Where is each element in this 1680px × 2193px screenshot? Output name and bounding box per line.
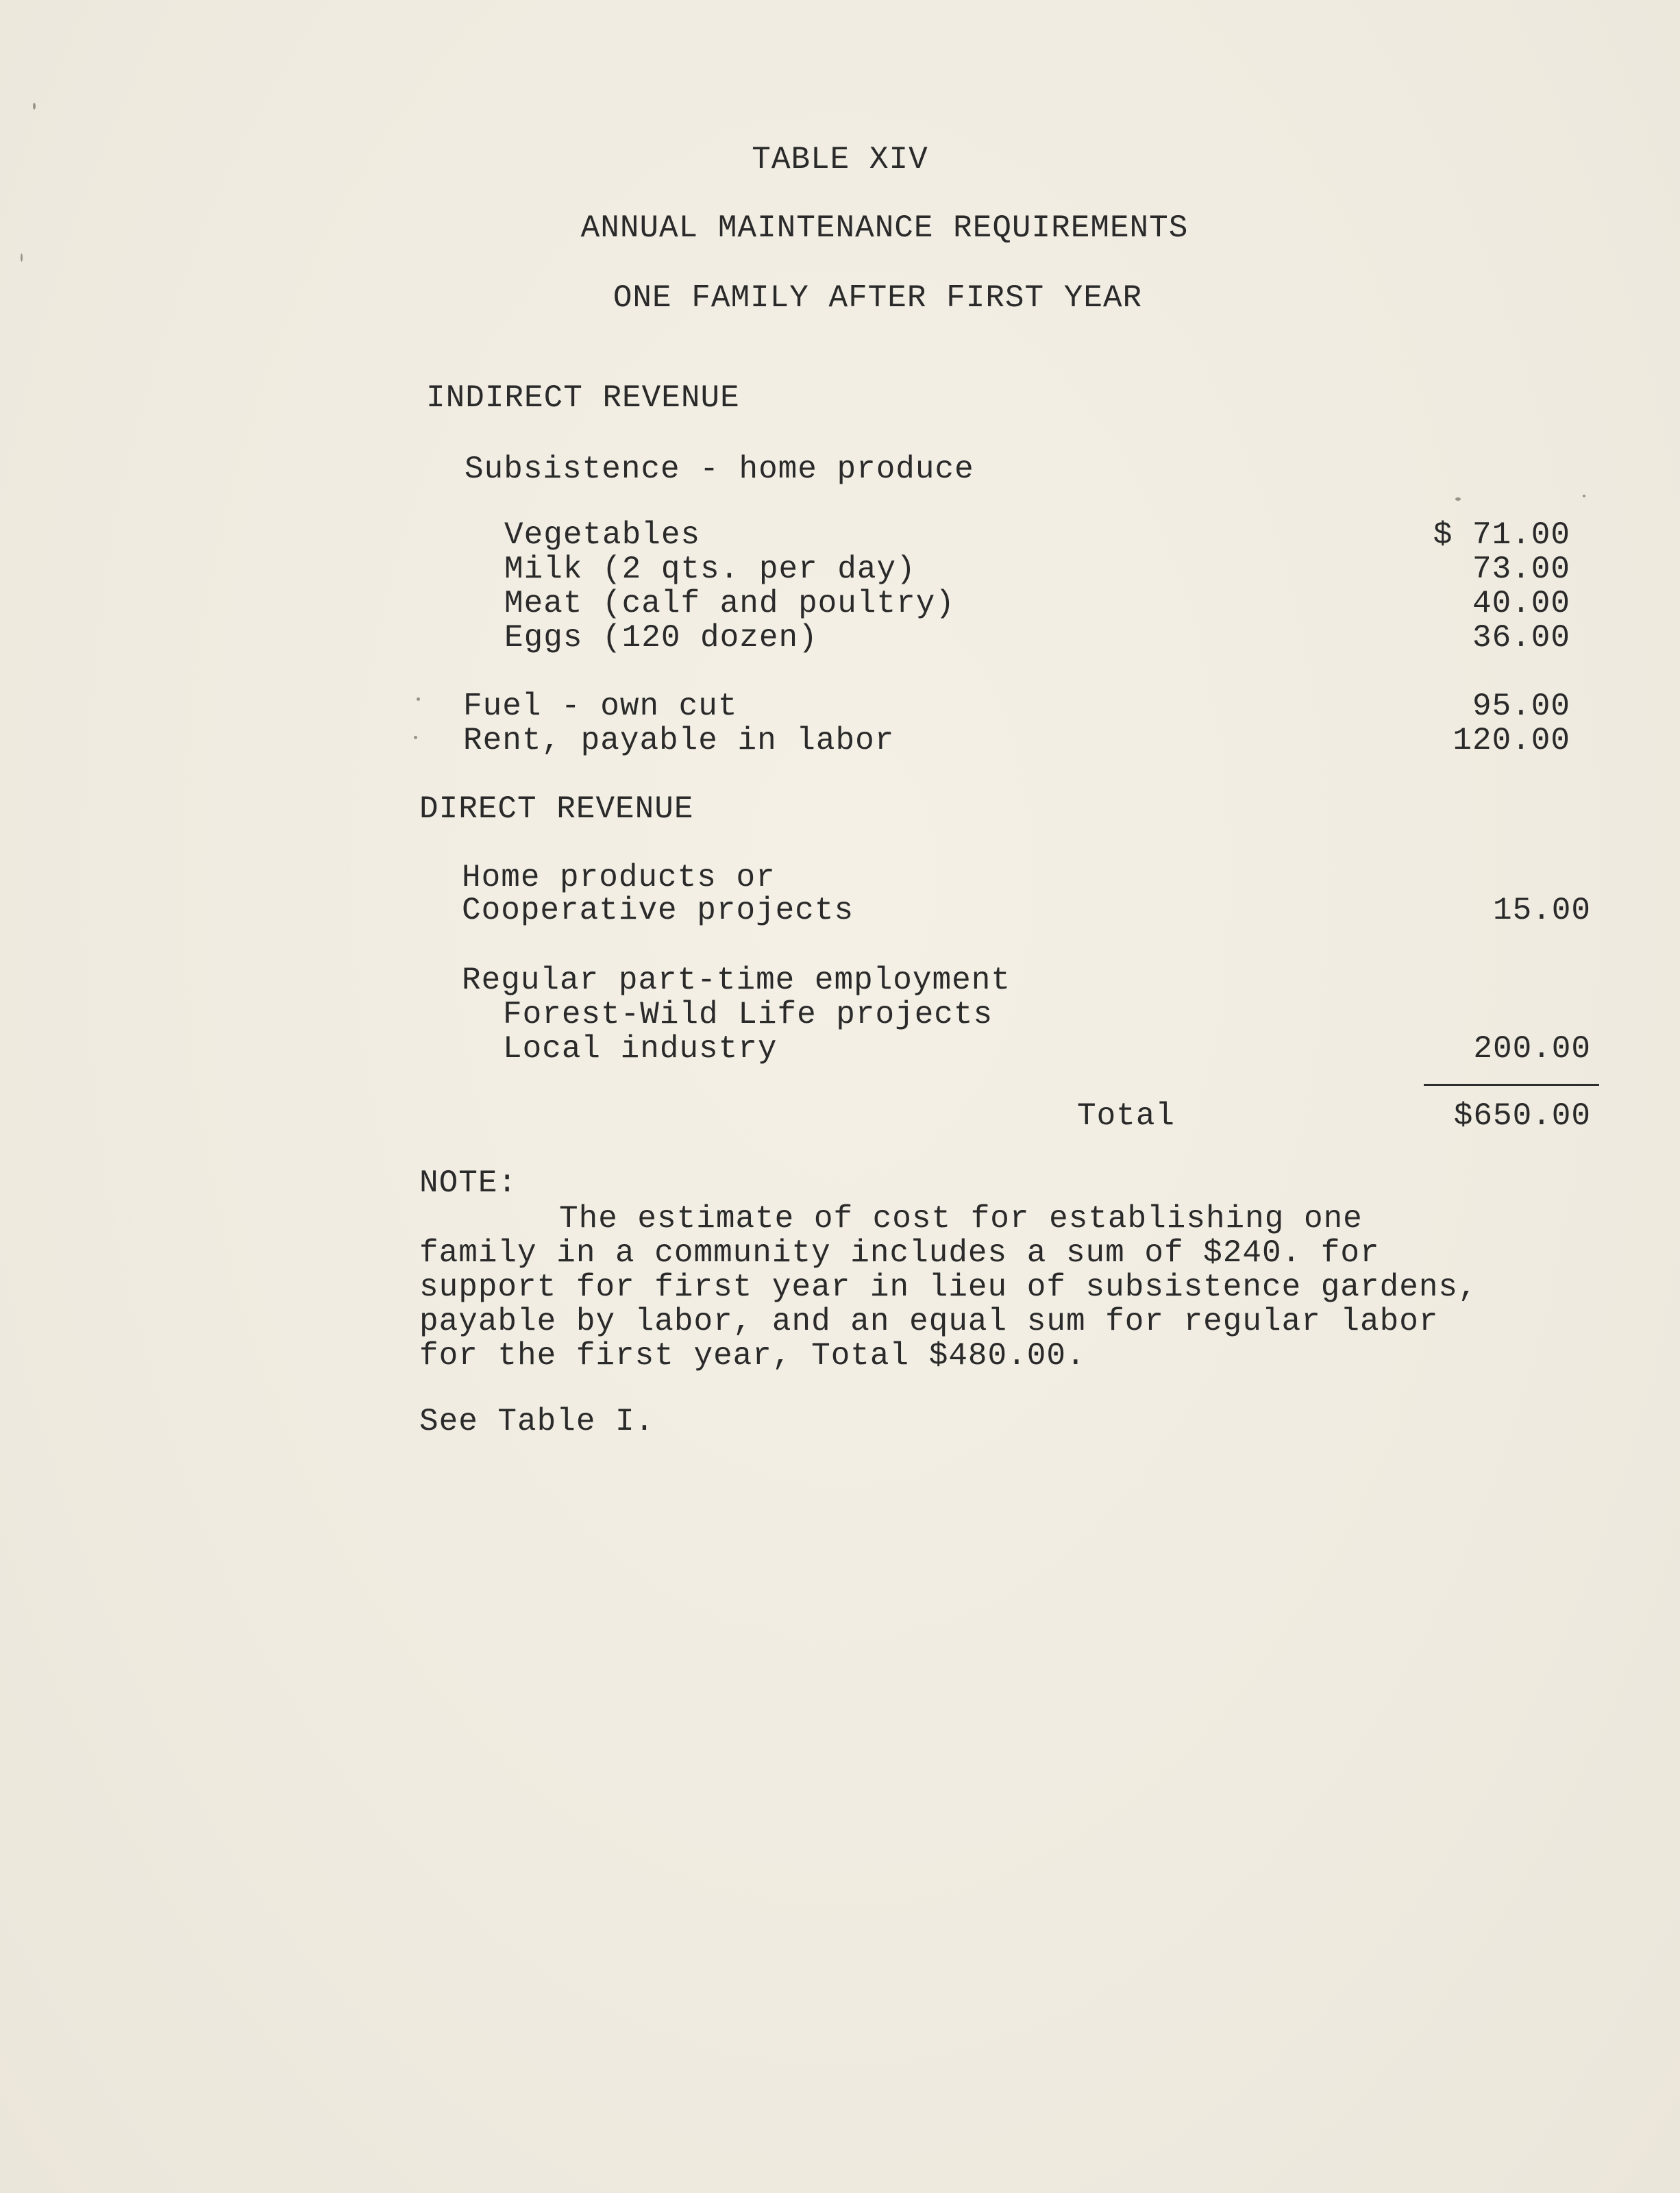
subsistence-heading: Subsistence - home produce (465, 451, 974, 487)
note-line: family in a community includes a sum of $240. for (419, 1235, 1380, 1271)
employment-label-2: Local industry (503, 1031, 778, 1067)
item-amount: 40.00 (1472, 586, 1570, 621)
paper-speck (1583, 495, 1585, 497)
paper-speck (417, 697, 420, 701)
note-line: The estimate of cost for establishing one (559, 1201, 1363, 1237)
note-line: payable by labor, and an equal sum for regular labor (419, 1304, 1439, 1339)
direct-revenue-heading: DIRECT REVENUE (419, 791, 694, 827)
paper-speck (414, 736, 417, 739)
paper-speck (33, 103, 36, 110)
employment-heading: Regular part-time employment (462, 963, 1011, 998)
indirect-revenue-heading: INDIRECT REVENUE (426, 380, 740, 416)
item-amount: 36.00 (1472, 620, 1570, 656)
employment-label-1: Forest-Wild Life projects (503, 997, 993, 1032)
item-amount: 95.00 (1472, 689, 1570, 724)
note-line: support for first year in lieu of subsistence gardens, (419, 1269, 1478, 1305)
paper-speck (21, 253, 23, 262)
total-label: Total (1077, 1098, 1176, 1134)
home-products-label-1: Home products or (462, 860, 776, 895)
paper-speck (1455, 497, 1461, 501)
note-heading: NOTE: (419, 1165, 518, 1201)
item-label: Fuel - own cut (463, 689, 738, 724)
home-products-label-2: Cooperative projects (462, 893, 854, 928)
item-amount: 73.00 (1472, 552, 1570, 587)
item-amount: 120.00 (1453, 723, 1570, 758)
note-line: for the first year, Total $480.00. (419, 1338, 1086, 1374)
table-reference: See Table I. (419, 1404, 655, 1439)
item-label: Vegetables (504, 517, 701, 553)
table-title: ANNUAL MAINTENANCE REQUIREMENTS (580, 210, 1189, 246)
employment-amount: 200.00 (1473, 1031, 1591, 1067)
home-products-amount: 15.00 (1492, 893, 1591, 928)
table-subtitle: ONE FAMILY AFTER FIRST YEAR (613, 280, 1143, 316)
total-amount: $650.00 (1453, 1098, 1591, 1134)
table-number: TABLE XIV (752, 142, 928, 177)
total-rule (1424, 1084, 1599, 1086)
item-label: Milk (2 qts. per day) (504, 552, 916, 587)
item-amount: $ 71.00 (1433, 517, 1570, 553)
item-label: Rent, payable in labor (463, 723, 895, 758)
item-label: Eggs (120 dozen) (504, 620, 818, 656)
item-label: Meat (calf and poultry) (504, 586, 955, 621)
